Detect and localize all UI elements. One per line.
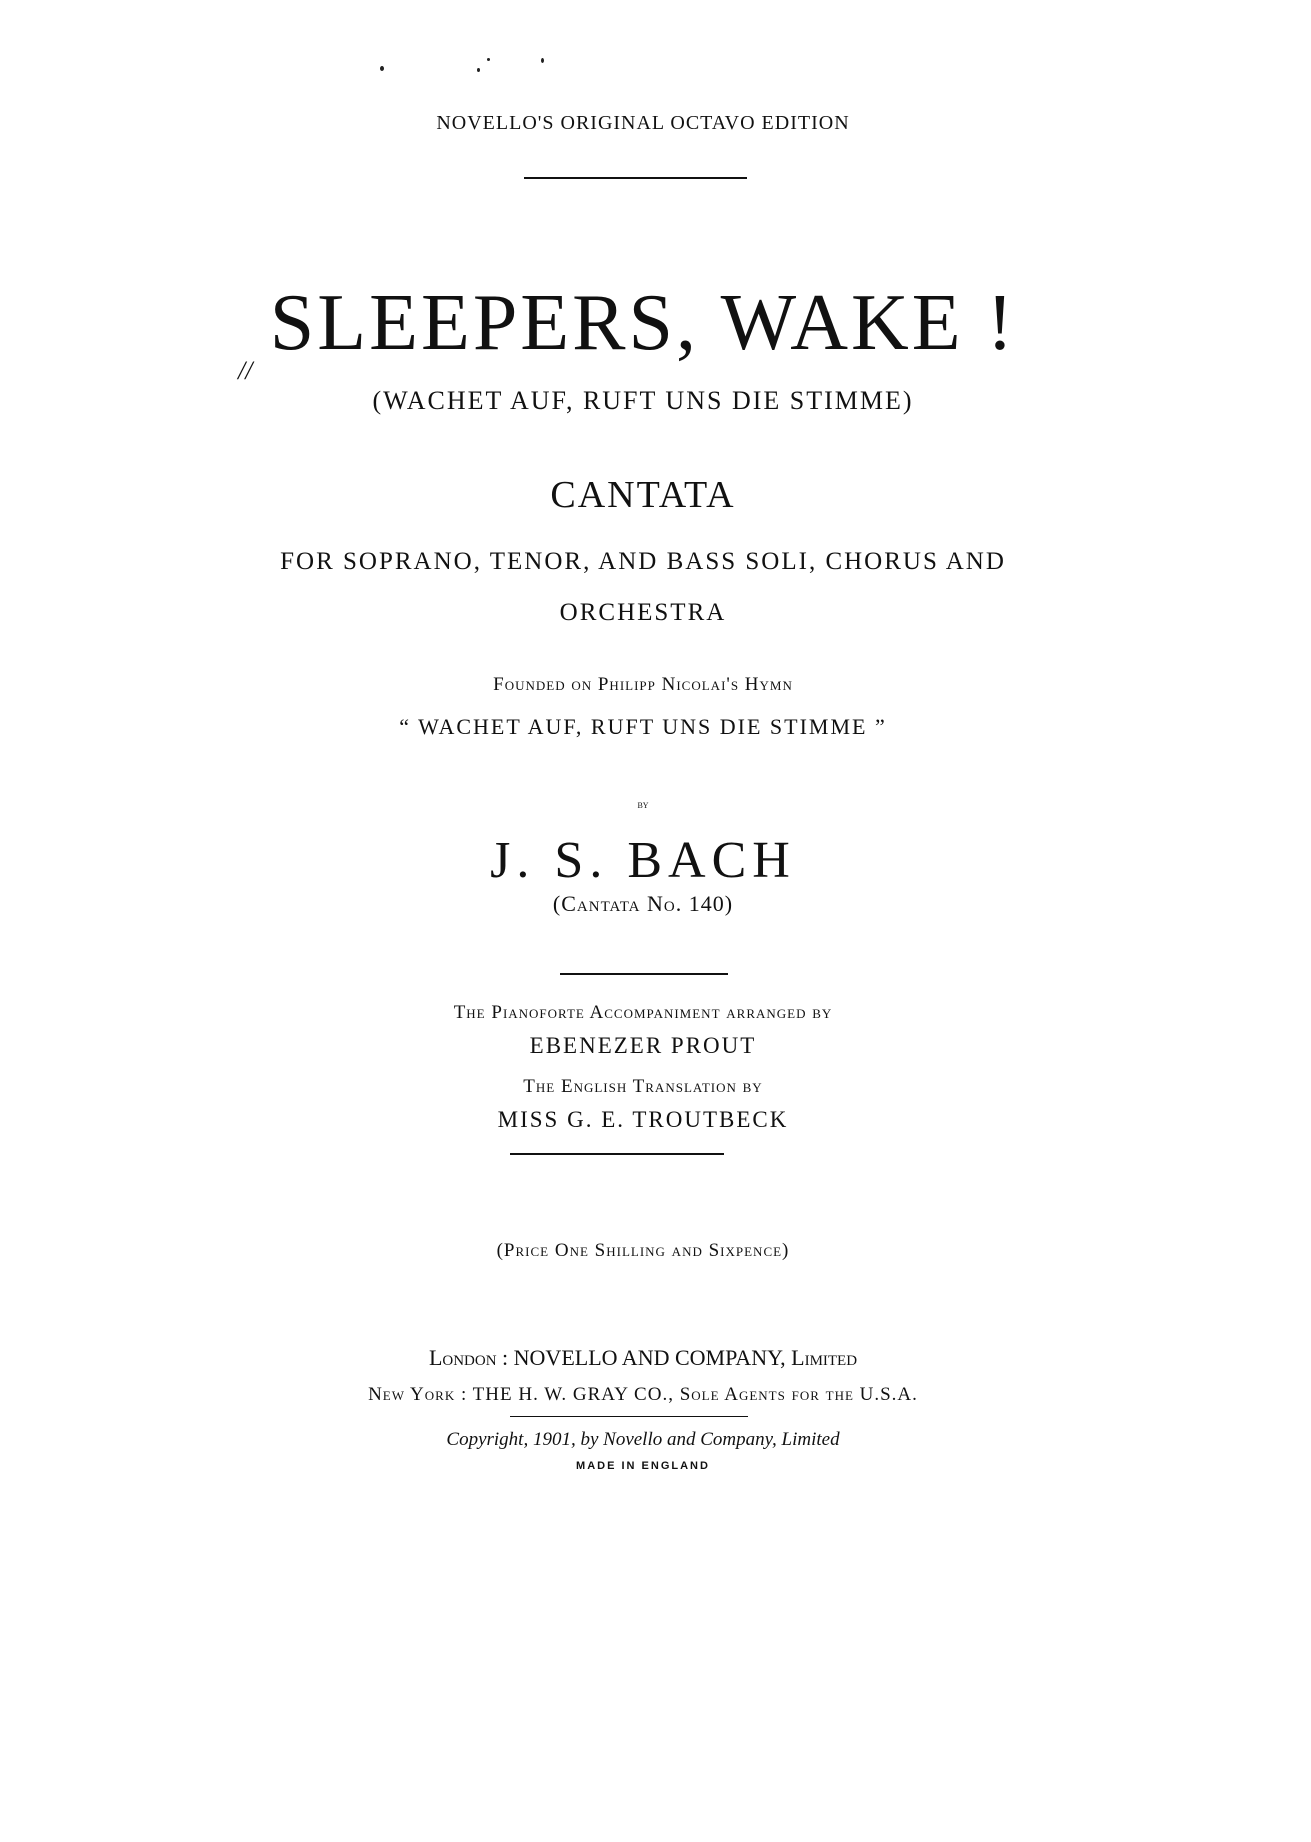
divider-rule — [510, 1153, 724, 1155]
scan-speck — [541, 58, 544, 63]
edition-heading: NOVELLO'S ORIGINAL OCTAVO EDITION — [436, 112, 850, 134]
founded-on: Founded on Philipp Nicolai's Hymn — [493, 674, 793, 695]
publisher-london: London : NOVELLO AND COMPANY, Limited — [428, 1345, 858, 1370]
translator-name: MISS G. E. TROUTBECK — [497, 1107, 789, 1132]
scan-speck — [380, 66, 384, 71]
handwritten-mark: // — [238, 356, 253, 385]
subtitle: (WACHET AUF, RUFT UNS DIE STIMME) — [372, 386, 914, 415]
copyright: Copyright, 1901, by Novello and Company, Limited — [446, 1429, 840, 1450]
scan-speck — [477, 68, 480, 72]
accompaniment-credit: The Pianoforte Accompaniment arranged by — [453, 1002, 833, 1023]
scoring-line-1: FOR SOPRANO, TENOR, AND BASS SOLI, CHORUS AND — [280, 548, 1006, 575]
genre-heading: CANTATA — [550, 474, 736, 516]
page-title: SLEEPERS, WAKE ! — [269, 279, 1017, 367]
by-label: by — [637, 797, 649, 811]
catalog-number: (Cantata No. 140) — [552, 891, 734, 916]
made-in: MADE IN ENGLAND — [576, 1460, 710, 1472]
divider-rule — [524, 177, 747, 179]
arranger-name: EBENEZER PROUT — [529, 1033, 757, 1058]
translation-credit: The English Translation by — [523, 1076, 763, 1097]
publisher-newyork: New York : THE H. W. GRAY CO., Sole Agents for the U.S.A. — [368, 1384, 918, 1405]
divider-rule — [560, 973, 728, 975]
scan-speck — [487, 58, 490, 61]
composer-name: J. S. BACH — [490, 832, 796, 889]
scoring-line-2: ORCHESTRA — [559, 599, 727, 626]
hymn-title: “ WACHET AUF, RUFT UNS DIE STIMME ” — [399, 714, 887, 739]
price: (Price One Shilling and Sixpence) — [496, 1240, 790, 1261]
divider-rule — [510, 1416, 748, 1417]
